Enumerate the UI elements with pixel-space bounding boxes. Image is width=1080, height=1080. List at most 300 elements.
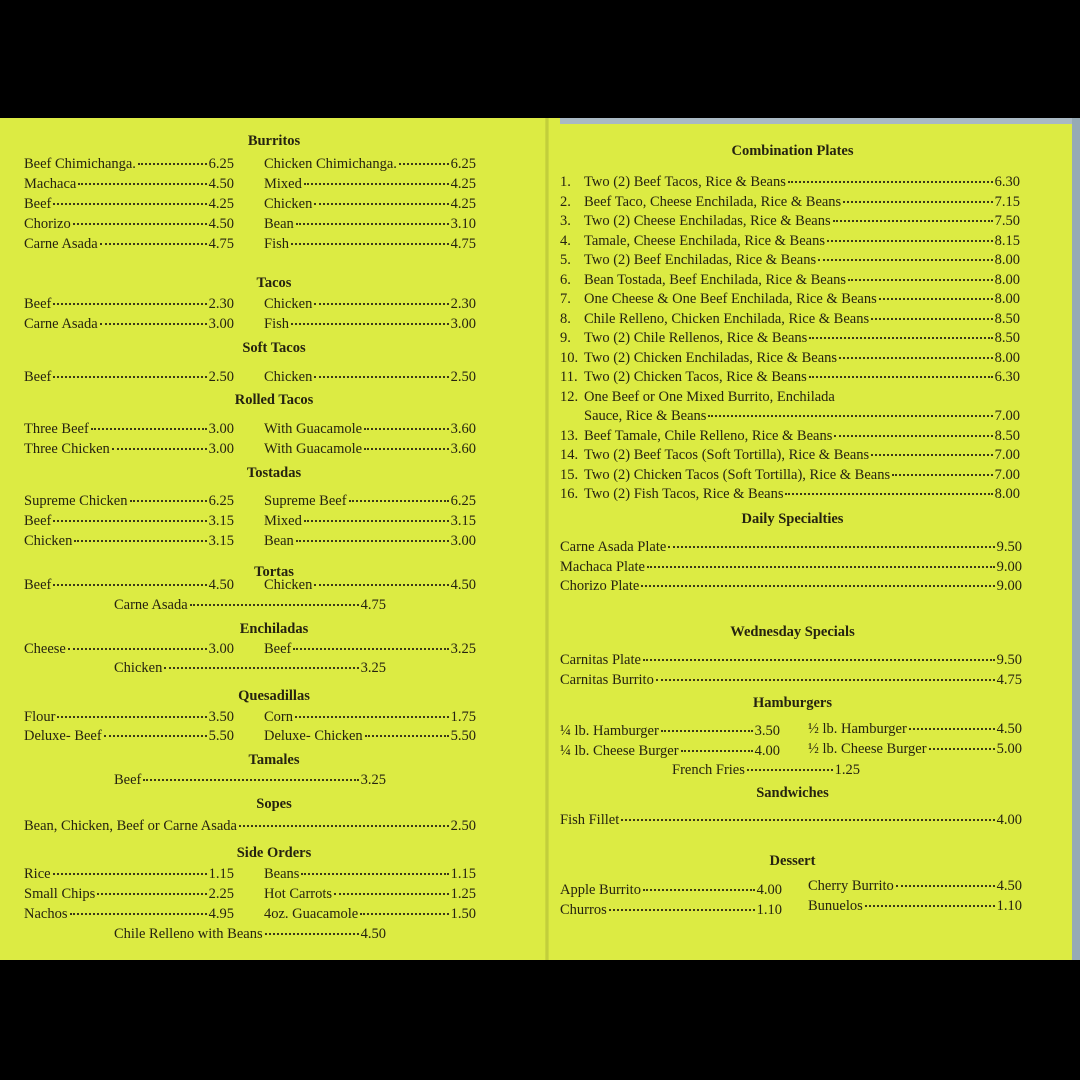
menu-item	[808, 721, 1022, 737]
item-name: French Fries	[672, 762, 745, 778]
item-price: 6.25	[208, 156, 234, 172]
dot-leader	[130, 500, 207, 502]
combo-item	[560, 272, 1020, 292]
dot-leader	[681, 750, 753, 752]
combo-item	[560, 330, 1020, 350]
menu-item	[264, 236, 476, 252]
item-name: Mixed	[264, 513, 302, 529]
combo-number: 11.	[560, 369, 578, 385]
menu-item	[264, 728, 476, 744]
menu-item	[24, 176, 234, 192]
menu-item	[24, 196, 234, 212]
item-name: 4oz. Guacamole	[264, 906, 359, 922]
dot-leader	[53, 303, 206, 305]
dot-leader	[53, 376, 206, 378]
item-name: Carne Asada	[24, 316, 98, 332]
background-strip-right	[1072, 118, 1080, 960]
combo-price: 6.30	[994, 369, 1020, 385]
menu-item	[264, 316, 476, 332]
menu-item	[24, 296, 234, 312]
menu-paper	[0, 118, 1080, 960]
combo-price: 8.00	[994, 349, 1020, 366]
menu-item	[560, 743, 780, 759]
menu-item	[264, 886, 476, 902]
item-price: 9.00	[996, 558, 1022, 575]
item-name: Fish	[264, 236, 289, 252]
menu-item	[808, 878, 1022, 894]
dot-leader	[647, 566, 995, 568]
combo-item	[560, 233, 1020, 253]
dot-leader	[643, 889, 755, 891]
dot-leader	[53, 203, 206, 205]
item-name: Beef	[114, 772, 142, 788]
menu-item	[560, 652, 1022, 668]
item-price: 4.25	[208, 196, 234, 212]
dot-leader	[399, 163, 449, 165]
item-name: Bunuelos	[808, 898, 863, 914]
section-title: Combination Plates	[731, 143, 854, 159]
item-price: 4.75	[450, 236, 476, 252]
combo-item	[560, 389, 1020, 428]
combo-price: 8.00	[994, 291, 1020, 307]
dot-leader	[833, 220, 993, 222]
item-price: 3.00	[208, 316, 234, 332]
combo-item	[560, 291, 1020, 311]
combo-item	[560, 486, 1020, 506]
dot-leader	[265, 933, 359, 935]
combo-item	[560, 311, 1020, 331]
combo-description: One Beef or One Mixed Burrito, Enchilada	[584, 388, 835, 405]
combo-line	[584, 311, 1020, 327]
dot-leader	[314, 203, 448, 205]
dot-leader	[365, 735, 449, 737]
menu-item	[24, 886, 234, 902]
dot-leader	[643, 659, 995, 661]
combo-description: Two (2) Chicken Tacos (Soft Tortilla), Rice & Beans	[584, 466, 891, 483]
menu-item	[560, 882, 782, 898]
item-price: 1.25	[834, 762, 860, 778]
combo-description: Two (2) Chicken Enchiladas, Rice & Beans	[584, 349, 838, 366]
item-name: Chicken Chimichanga.	[264, 156, 397, 172]
dot-leader	[879, 298, 993, 300]
dot-leader	[929, 748, 995, 750]
item-price: 4.50	[360, 926, 386, 942]
section-title: Tamales	[248, 752, 300, 768]
dot-leader	[621, 819, 994, 821]
item-name: With Guacamole	[264, 441, 363, 457]
menu-item	[264, 196, 476, 212]
dot-leader	[74, 540, 206, 542]
dot-leader	[291, 323, 449, 325]
item-name: Beef	[24, 369, 52, 385]
item-price: 3.50	[754, 723, 780, 739]
dot-leader	[143, 779, 358, 781]
item-name: Beef	[24, 196, 52, 212]
item-name: Carne Asada	[24, 236, 98, 252]
item-name: Rice	[24, 866, 51, 882]
section-title: Tostadas	[246, 465, 302, 481]
item-price: 1.15	[450, 866, 476, 882]
menu-item	[24, 641, 234, 657]
combo-item	[560, 350, 1020, 370]
item-price: 6.25	[208, 493, 234, 509]
menu-item	[264, 369, 476, 385]
combo-description: Tamale, Cheese Enchilada, Rice & Beans	[584, 232, 825, 249]
item-price: 4.50	[996, 878, 1022, 894]
combo-number: 10.	[560, 349, 579, 366]
dot-leader	[91, 428, 207, 430]
dot-leader	[57, 716, 206, 718]
item-name: Supreme Beef	[264, 493, 347, 509]
item-name: ½ lb. Hamburger	[808, 721, 907, 737]
dot-leader	[747, 769, 833, 771]
combo-line	[584, 272, 1020, 288]
menu-item	[24, 421, 234, 437]
section-title: Quesadillas	[238, 688, 310, 704]
item-name: Mixed	[264, 176, 302, 192]
menu-item	[264, 533, 476, 549]
combo-description: Two (2) Beef Enchiladas, Rice & Beans	[584, 252, 817, 268]
item-name: Beef	[24, 296, 52, 312]
dot-leader	[104, 735, 207, 737]
dot-leader	[896, 885, 995, 887]
item-price: 4.75	[996, 671, 1022, 688]
item-price: 4.25	[450, 176, 476, 192]
combo-price: 7.00	[994, 466, 1020, 483]
item-price: 3.15	[208, 533, 234, 549]
item-name: Chicken	[114, 660, 163, 676]
combo-number: 3.	[560, 213, 571, 229]
item-name: Carne Asada	[114, 597, 188, 613]
item-price: 3.00	[208, 441, 234, 457]
section-title: Enchiladas	[239, 621, 309, 637]
dot-leader	[818, 259, 993, 261]
item-name: Three Chicken	[24, 441, 110, 457]
section-title: Wednesday Specials	[730, 624, 855, 640]
dot-leader	[53, 873, 207, 875]
menu-item	[264, 421, 476, 437]
item-price: 3.00	[208, 641, 234, 657]
combo-line	[584, 486, 1020, 502]
item-price: 1.10	[756, 902, 782, 918]
combo-price: 7.00	[994, 408, 1020, 424]
combo-price: 8.00	[994, 271, 1020, 288]
item-name: Deluxe- Chicken	[264, 728, 363, 744]
item-price: 4.50	[208, 577, 234, 593]
item-price: 4.50	[208, 216, 234, 232]
menu-item	[264, 296, 476, 312]
combo-number: 15.	[560, 466, 579, 483]
dot-leader	[834, 435, 992, 437]
dot-leader	[360, 913, 448, 915]
menu-item	[264, 709, 476, 725]
item-price: 2.30	[208, 296, 234, 312]
dot-leader	[78, 183, 206, 185]
dot-leader	[301, 873, 448, 875]
section-title: Tortas	[254, 564, 294, 580]
dot-leader	[190, 604, 359, 606]
menu-item	[264, 441, 476, 457]
dot-leader	[785, 493, 992, 495]
menu-item	[24, 493, 234, 509]
menu-item	[560, 578, 1022, 594]
combo-description: Bean Tostada, Beef Enchilada, Rice & Beans	[584, 271, 847, 288]
item-name: Beef Chimichanga.	[24, 156, 136, 172]
dot-leader	[100, 243, 207, 245]
page-fold	[545, 118, 549, 960]
item-name: Bean, Chicken, Beef or Carne Asada	[24, 818, 237, 834]
menu-item	[114, 597, 386, 613]
item-price: 1.10	[996, 898, 1022, 914]
combo-description: Two (2) Chile Rellenos, Rice & Beans	[584, 330, 808, 346]
dot-leader	[656, 679, 995, 681]
menu-item	[24, 316, 234, 332]
item-name: Chicken	[264, 577, 313, 593]
section-title: Soft Tacos	[242, 340, 306, 356]
combo-line	[584, 408, 1020, 424]
menu-item	[24, 577, 234, 593]
item-price: 2.50	[450, 818, 476, 834]
item-price: 9.50	[996, 652, 1022, 668]
item-price: 1.25	[450, 886, 476, 902]
menu-item	[24, 866, 234, 882]
dot-leader	[892, 474, 993, 476]
item-price: 3.50	[208, 709, 234, 725]
item-name: Cheese	[24, 641, 66, 657]
dot-leader	[296, 540, 449, 542]
combo-description: One Cheese & One Beef Enchilada, Rice & Beans	[584, 291, 877, 307]
combo-price: 6.30	[994, 174, 1020, 190]
combo-price: 7.50	[994, 213, 1020, 229]
section-title: Dessert	[769, 853, 816, 869]
item-name: Deluxe- Beef	[24, 728, 102, 744]
item-price: 4.75	[360, 597, 386, 613]
combo-line	[584, 428, 1020, 444]
dot-leader	[364, 448, 449, 450]
combo-line	[584, 369, 1020, 385]
combo-description: Two (2) Beef Tacos (Soft Tortilla), Rice & Beans	[584, 447, 870, 463]
item-price: 2.30	[450, 296, 476, 312]
menu-item	[560, 539, 1022, 555]
combo-description: Two (2) Chicken Tacos, Rice & Beans	[584, 369, 807, 385]
menu-item	[264, 176, 476, 192]
item-name: Supreme Chicken	[24, 493, 128, 509]
dot-leader	[848, 279, 993, 281]
combo-description: Chile Relleno, Chicken Enchilada, Rice & Beans	[584, 310, 870, 327]
menu-item	[24, 728, 234, 744]
combo-line	[584, 213, 1020, 229]
item-name: ¼ lb. Hamburger	[560, 723, 659, 739]
item-name: With Guacamole	[264, 421, 363, 437]
combo-number: 8.	[560, 310, 571, 327]
combo-item	[560, 194, 1020, 214]
item-price: 3.00	[208, 421, 234, 437]
dot-leader	[843, 201, 992, 203]
combo-item	[560, 174, 1020, 194]
item-name: Beef	[24, 577, 52, 593]
menu-item	[264, 641, 476, 657]
item-price: 3.00	[450, 533, 476, 549]
combo-line	[584, 252, 1020, 268]
item-price: 1.15	[208, 866, 234, 882]
item-name: Chicken	[264, 369, 313, 385]
combo-price: 7.00	[994, 447, 1020, 463]
combo-item	[560, 428, 1020, 448]
item-name: Carne Asada Plate	[560, 539, 667, 555]
item-name: Carnitas Plate	[560, 652, 641, 668]
section-title: Tacos	[256, 275, 292, 291]
menu-item	[114, 772, 386, 788]
item-name: Machaca	[24, 176, 77, 192]
menu-item	[672, 762, 860, 778]
combo-number: 4.	[560, 232, 571, 249]
combo-number: 5.	[560, 252, 571, 268]
combo-description: Two (2) Fish Tacos, Rice & Beans	[584, 486, 784, 502]
item-price: 2.50	[450, 369, 476, 385]
menu-item	[24, 236, 234, 252]
combo-line	[584, 194, 1020, 210]
combo-item	[560, 213, 1020, 233]
dot-leader	[314, 584, 448, 586]
combo-description: Two (2) Cheese Enchiladas, Rice & Beans	[584, 213, 831, 229]
item-name: Bean	[264, 533, 294, 549]
item-price: 3.15	[450, 513, 476, 529]
item-name: ½ lb. Cheese Burger	[808, 740, 927, 757]
combo-number: 7.	[560, 291, 571, 307]
dot-leader	[609, 909, 755, 911]
dot-leader	[661, 730, 753, 732]
menu-item	[560, 559, 1022, 575]
dot-leader	[708, 415, 992, 417]
menu-item	[808, 741, 1022, 757]
combo-description: Beef Tamale, Chile Relleno, Rice & Beans	[584, 427, 833, 444]
menu-item	[24, 513, 234, 529]
item-price: 4.95	[208, 906, 234, 922]
item-price: 9.00	[996, 578, 1022, 594]
combo-item	[560, 369, 1020, 389]
item-name: Beans	[264, 866, 300, 882]
menu-item	[264, 577, 476, 593]
dot-leader	[70, 913, 207, 915]
section-title: Daily Specialties	[741, 511, 844, 527]
menu-item	[24, 441, 234, 457]
item-price: 4.50	[450, 577, 476, 593]
menu-item	[560, 812, 1022, 828]
combo-number: 12.	[560, 388, 579, 405]
dot-leader	[314, 303, 448, 305]
dot-leader	[314, 376, 448, 378]
dot-leader	[100, 323, 207, 325]
combo-description: Beef Taco, Cheese Enchilada, Rice & Beans	[584, 193, 842, 210]
item-name: Beef	[264, 641, 292, 657]
menu-item	[264, 513, 476, 529]
item-price: 4.00	[754, 742, 780, 759]
item-price: 1.50	[450, 906, 476, 922]
menu-item	[264, 906, 476, 922]
item-price: 3.25	[360, 660, 386, 676]
dot-leader	[73, 223, 207, 225]
combo-item	[560, 447, 1020, 467]
dot-leader	[239, 825, 449, 827]
item-price: 4.50	[208, 176, 234, 192]
dot-leader	[364, 428, 449, 430]
combo-line	[584, 174, 1020, 190]
item-price: 1.75	[450, 709, 476, 725]
item-name: Bean	[264, 216, 294, 232]
dot-leader	[827, 240, 993, 242]
combo-price: 8.00	[994, 252, 1020, 268]
combo-line	[584, 350, 1020, 366]
item-price: 5.50	[450, 728, 476, 744]
item-price: 3.25	[450, 641, 476, 657]
item-name: Hot Carrots	[264, 886, 333, 902]
combo-line	[584, 291, 1020, 307]
combo-description: Two (2) Beef Tacos, Rice & Beans	[584, 174, 786, 190]
combo-price: 8.50	[994, 330, 1020, 346]
item-price: 3.10	[450, 216, 476, 232]
item-price: 2.50	[208, 369, 234, 385]
dot-leader	[53, 520, 206, 522]
menu-item	[114, 660, 386, 676]
item-name: Chicken	[264, 296, 313, 312]
combo-item	[560, 252, 1020, 272]
item-name: Chicken	[264, 196, 313, 212]
item-name: Chorizo	[24, 216, 71, 232]
dot-leader	[349, 500, 449, 502]
dot-leader	[788, 181, 993, 183]
combo-price: 8.50	[994, 427, 1020, 444]
item-price: 4.00	[756, 882, 782, 898]
item-price: 3.60	[450, 441, 476, 457]
section-title: Rolled Tacos	[234, 392, 314, 408]
menu-item	[24, 906, 234, 922]
item-name: Nachos	[24, 906, 68, 922]
dot-leader	[304, 520, 449, 522]
dot-leader	[68, 648, 207, 650]
combo-description: Sauce, Rice & Beans	[584, 408, 707, 424]
combo-line	[584, 467, 1020, 483]
combo-line	[584, 389, 1020, 405]
menu-item	[24, 156, 234, 172]
menu-item	[24, 709, 234, 725]
item-name: Cherry Burrito	[808, 878, 894, 894]
dot-leader	[53, 584, 206, 586]
section-title: Sandwiches	[756, 785, 829, 801]
item-name: Small Chips	[24, 886, 96, 902]
section-title: Side Orders	[236, 845, 312, 861]
dot-leader	[839, 357, 993, 359]
item-name: Machaca Plate	[560, 558, 645, 575]
item-name: Flour	[24, 709, 56, 725]
item-price: 3.25	[360, 772, 386, 788]
item-name: Chicken	[24, 533, 73, 549]
menu-item	[24, 818, 476, 834]
menu-item	[24, 533, 234, 549]
combo-price: 8.15	[994, 232, 1020, 249]
dot-leader	[304, 183, 449, 185]
item-price: 4.25	[450, 196, 476, 212]
background-strip	[560, 118, 1080, 124]
menu-item	[560, 672, 1022, 688]
dot-leader	[164, 667, 358, 669]
combo-number: 6.	[560, 271, 571, 288]
dot-leader	[668, 546, 994, 548]
section-title: Hamburgers	[753, 695, 832, 711]
menu-item	[24, 216, 234, 232]
item-price: 5.50	[208, 728, 234, 744]
combo-number: 1.	[560, 174, 571, 190]
dot-leader	[296, 223, 449, 225]
